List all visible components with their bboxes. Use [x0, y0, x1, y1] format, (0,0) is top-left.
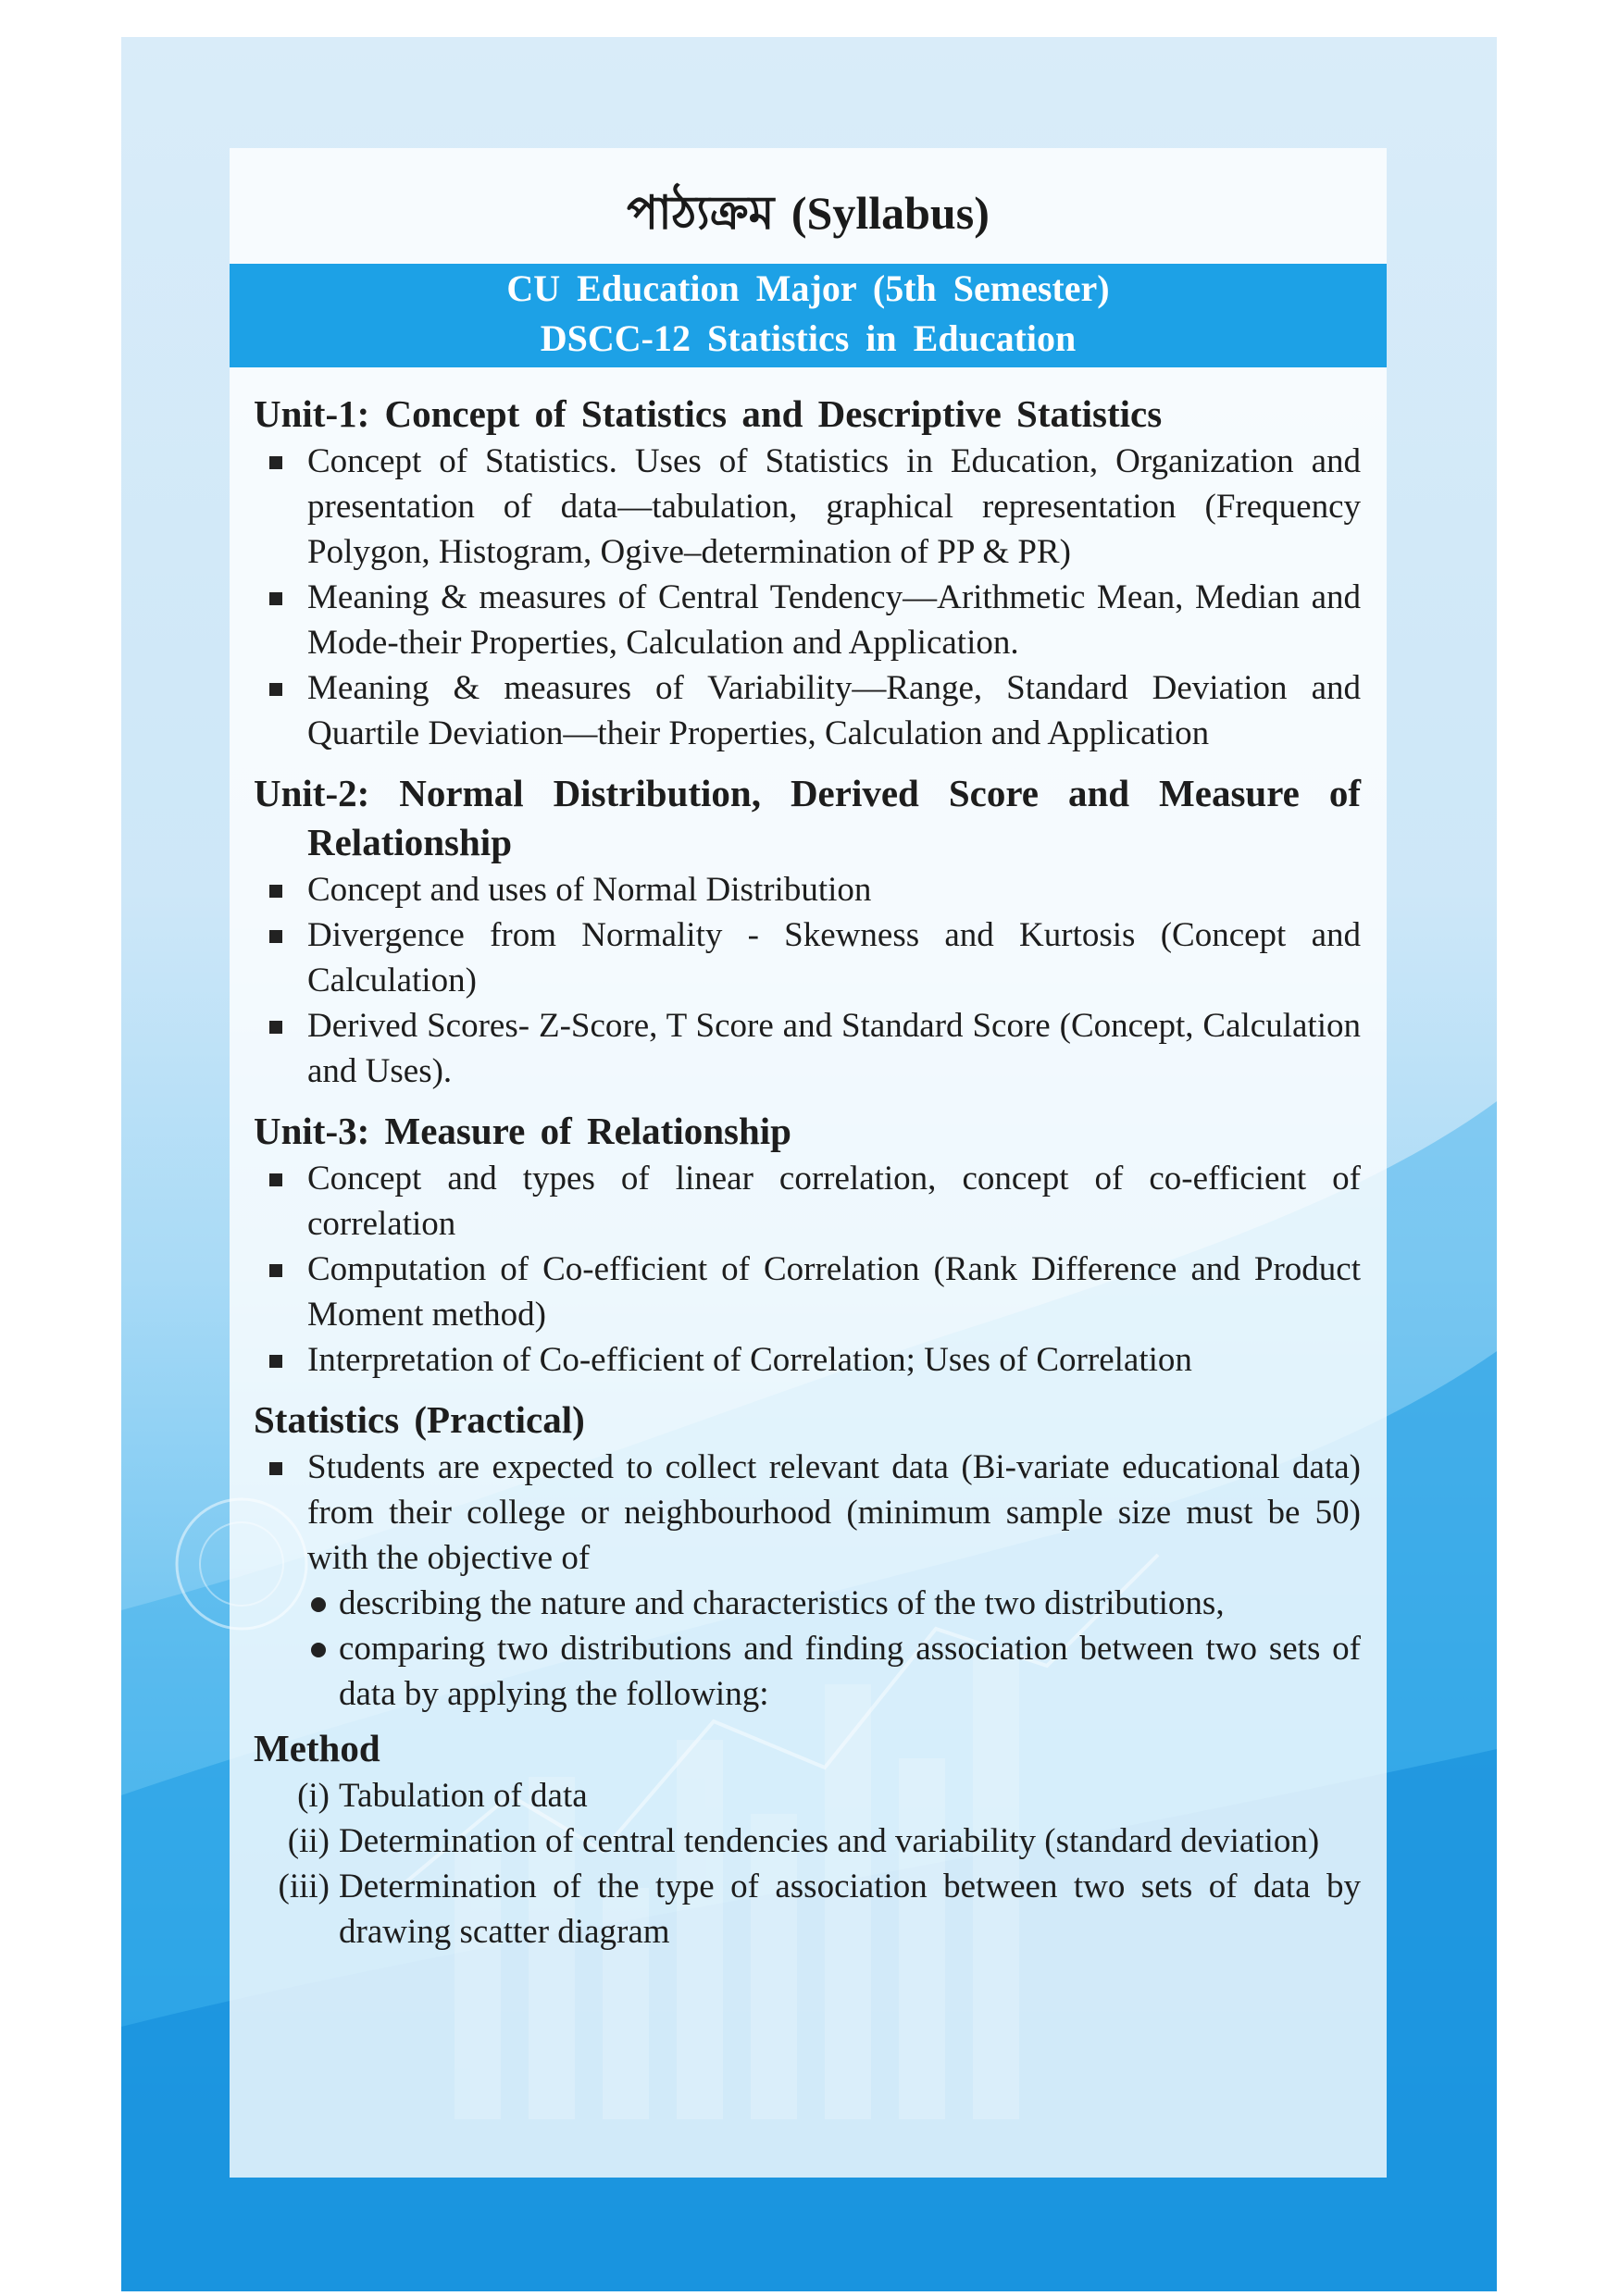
- square-bullet-icon: [269, 683, 282, 696]
- list-item: [254, 1247, 1361, 1337]
- list-item: [254, 867, 1361, 912]
- square-bullet-icon: [269, 592, 282, 605]
- square-bullet-icon: [269, 885, 282, 898]
- list-item-text: Computation of Co-efficient of Correlation (Rank Difference and Product Moment method): [307, 1250, 1361, 1334]
- square-bullet-icon: [269, 1021, 282, 1034]
- list-item-text: Students are expected to collect relevant data (Bi-variate educational data) from their college or neighbourhood (minimum sample size must be 50) with the objective of: [307, 1448, 1361, 1577]
- list-item-text: Divergence from Normality - Skewness and Kurtosis (Concept and Calculation): [307, 916, 1361, 999]
- square-bullet-icon: [269, 930, 282, 943]
- item-number: (i): [297, 1777, 330, 1815]
- numbered-item: [254, 1864, 1361, 1955]
- square-bullet-icon: [269, 456, 282, 469]
- list-item: [254, 1337, 1361, 1383]
- list-item: [254, 439, 1361, 575]
- practical-heading: Statistics (Practical): [254, 1398, 585, 1441]
- numbered-item-text: Tabulation of data: [339, 1777, 588, 1815]
- syllabus-card: [230, 148, 1387, 2178]
- method-heading: Method: [254, 1727, 380, 1769]
- unit-2-heading: Unit-2: Normal Distribution, Derived Score and Measure of Relationship: [254, 772, 1361, 863]
- syllabus-content: [254, 382, 1361, 1955]
- sub-list-item: [254, 1626, 1361, 1717]
- list-item-text: Meaning & measures of Variability—Range, Standard Deviation and Quartile Deviation—their Properties, Calculation and Application: [307, 669, 1361, 752]
- square-bullet-icon: [269, 1462, 282, 1475]
- banner-line-2: DSCC-12 Statistics in Education: [540, 317, 1077, 359]
- list-item: [254, 1156, 1361, 1247]
- list-item: [254, 912, 1361, 1003]
- list-item: [254, 1445, 1361, 1581]
- unit-3-heading: Unit-3: Measure of Relationship: [254, 1110, 791, 1152]
- unit-1-heading: Unit-1: Concept of Statistics and Descriptive Statistics: [254, 392, 1163, 435]
- numbered-item: [254, 1773, 1361, 1818]
- list-item-text: Derived Scores- Z-Score, T Score and Standard Score (Concept, Calculation and Uses).: [307, 1007, 1361, 1090]
- list-item-text: Interpretation of Co-efficient of Correlation; Uses of Correlation: [307, 1341, 1192, 1379]
- sub-list-item-text: comparing two distributions and finding association between two sets of data by applying the following:: [339, 1630, 1361, 1713]
- numbered-item-text: Determination of the type of association between two sets of data by drawing scatter diagram: [339, 1868, 1361, 1951]
- list-item: [254, 1003, 1361, 1094]
- item-number: (ii): [287, 1822, 330, 1860]
- sub-list-item: [254, 1581, 1361, 1626]
- numbered-item-text: Determination of central tendencies and variability (standard deviation): [339, 1822, 1320, 1860]
- square-bullet-icon: [269, 1264, 282, 1277]
- round-bullet-icon: [311, 1643, 326, 1657]
- list-item-text: Concept and types of linear correlation, concept of co-efficient of correlation: [307, 1160, 1361, 1243]
- item-number: (iii): [278, 1868, 330, 1905]
- sub-list-item-text: describing the nature and characteristics of the two distributions,: [339, 1584, 1225, 1622]
- banner-line-1: CU Education Major (5th Semester): [506, 267, 1110, 309]
- title-bengali: পাঠ্যক্রম: [627, 186, 775, 240]
- page-title: [230, 185, 1387, 241]
- numbered-item: [254, 1818, 1361, 1864]
- list-item: [254, 665, 1361, 756]
- square-bullet-icon: [269, 1173, 282, 1186]
- square-bullet-icon: [269, 1355, 282, 1368]
- title-english: (Syllabus): [791, 187, 990, 239]
- list-item: [254, 575, 1361, 665]
- list-item-text: Meaning & measures of Central Tendency—Arithmetic Mean, Median and Mode-their Properties, Calculation and Application.: [307, 578, 1361, 662]
- list-item-text: Concept of Statistics. Uses of Statistics in Education, Organization and presentation of data—tabulation, graphical representation (Frequency Polygon, Histogram, Ogive–determination of PP & PR): [307, 442, 1361, 571]
- list-item-text: Concept and uses of Normal Distribution: [307, 871, 872, 909]
- round-bullet-icon: [311, 1597, 326, 1612]
- course-banner: [230, 264, 1387, 367]
